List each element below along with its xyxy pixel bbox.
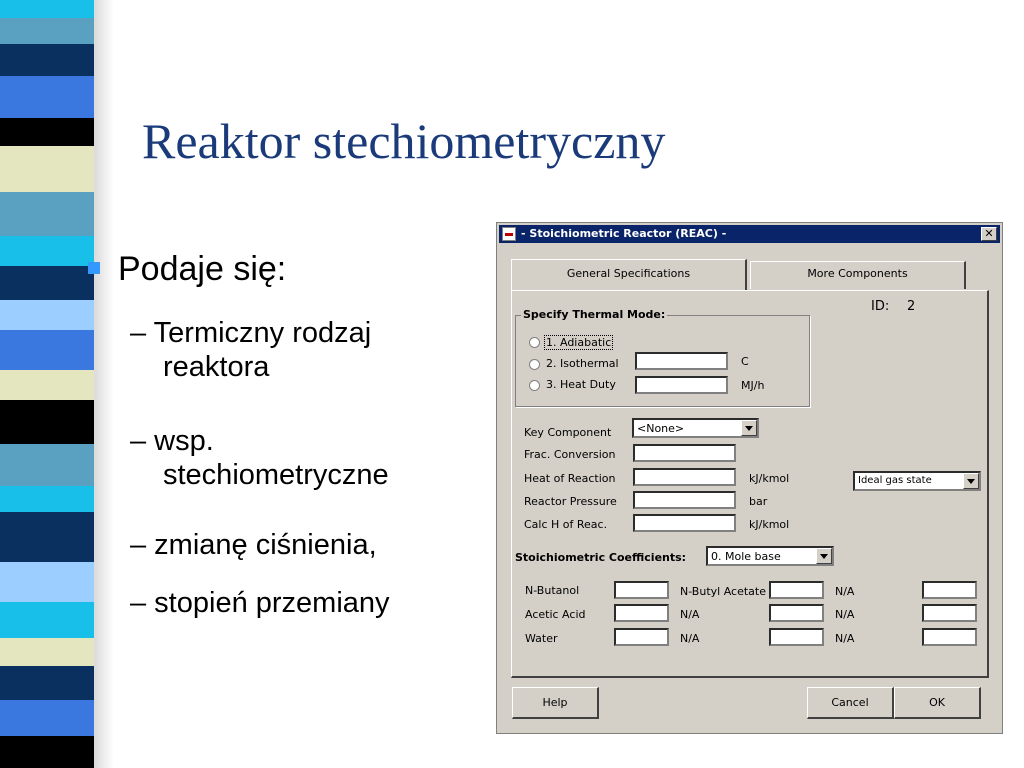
decorative-stripe-column	[0, 0, 100, 768]
dialog-title: - Stoichiometric Reactor (REAC) -	[521, 227, 727, 240]
stripe-block	[0, 666, 100, 700]
sub-bullet-line: – stopień przemiany	[130, 587, 390, 619]
key-component-select[interactable]	[632, 418, 759, 438]
option-label-adiabatic[interactable]: 1. Adiabatic	[546, 336, 612, 349]
isothermal-temperature-input[interactable]	[635, 352, 728, 370]
stripe-block	[0, 18, 100, 44]
app-icon	[502, 227, 516, 241]
sub-bullet	[130, 586, 390, 620]
id-value: 2	[907, 299, 916, 314]
stripe-block	[0, 370, 100, 400]
sub-bullet	[130, 528, 377, 562]
stripe-block	[0, 512, 100, 562]
stoich-coefficients-label: Stoichiometric Coefficients:	[515, 551, 687, 564]
key-component-value: <None>	[637, 422, 685, 435]
help-button[interactable]: Help	[512, 687, 599, 719]
stripe-block	[0, 700, 100, 736]
bullet-square-icon	[88, 262, 100, 274]
bullet-text: Podaje się:	[118, 250, 287, 288]
stripe-block	[0, 602, 100, 638]
stripe-block	[0, 562, 100, 602]
slide-title: Reaktor stechiometryczny	[142, 113, 666, 169]
coefficient-input[interactable]	[769, 628, 824, 646]
stripe-block	[0, 236, 100, 266]
coefficient-input[interactable]	[614, 628, 669, 646]
coefficient-input[interactable]	[614, 604, 669, 622]
heat-of-reaction-input[interactable]	[633, 468, 736, 486]
option-label-heat-duty[interactable]: 3. Heat Duty	[546, 378, 616, 391]
stripe-block	[0, 400, 100, 444]
component-name: N-Butanol	[525, 584, 580, 597]
heat-duty-unit: MJ/h	[741, 379, 765, 392]
stripe-block	[0, 76, 100, 118]
calc-h-label: Calc H of Reac.	[524, 518, 608, 531]
component-name: Water	[525, 632, 558, 645]
stripe-block	[0, 330, 100, 370]
frac-conversion-input[interactable]	[633, 444, 736, 462]
close-icon[interactable]: ✕	[981, 227, 997, 241]
coefficient-input[interactable]	[922, 581, 977, 599]
radio-isothermal[interactable]	[529, 359, 540, 370]
coefficient-input[interactable]	[922, 628, 977, 646]
stripe-block	[0, 118, 100, 146]
component-name: N/A	[680, 632, 700, 645]
state-select[interactable]	[853, 471, 981, 491]
calc-h-unit: kJ/kmol	[749, 518, 790, 531]
heat-duty-input[interactable]	[635, 376, 728, 394]
stripe-block	[0, 736, 100, 768]
sub-bullet-line: – wsp.	[130, 425, 214, 457]
component-name: Acetic Acid	[525, 608, 586, 621]
dropdown-arrow-icon[interactable]	[963, 473, 979, 489]
heat-of-reaction-label: Heat of Reaction	[524, 472, 616, 485]
id-label: ID:	[871, 299, 890, 314]
dropdown-arrow-icon[interactable]	[816, 548, 832, 564]
radio-heat-duty[interactable]	[529, 380, 540, 391]
tab-more-components[interactable]: More Components	[750, 261, 966, 289]
stripe-block	[0, 300, 100, 330]
cancel-button[interactable]: Cancel	[807, 687, 894, 719]
stripe-shadow	[94, 0, 114, 768]
key-component-label: Key Component	[524, 426, 612, 439]
component-name: N/A	[835, 632, 855, 645]
stripe-block	[0, 266, 100, 300]
heat-of-reaction-unit: kJ/kmol	[749, 472, 790, 485]
stripe-block	[0, 0, 100, 18]
stripe-block	[0, 192, 100, 236]
sub-bullet-line: reaktora	[163, 351, 270, 383]
sub-bullet	[130, 424, 389, 492]
dropdown-arrow-icon[interactable]	[741, 420, 757, 436]
component-name: N-Butyl Acetate	[680, 585, 766, 598]
stripe-block	[0, 444, 100, 486]
sub-bullet-line: – Termiczny rodzaj	[130, 317, 372, 349]
stoich-basis-select[interactable]	[706, 546, 834, 566]
coefficient-input[interactable]	[922, 604, 977, 622]
coefficient-input[interactable]	[769, 581, 824, 599]
state-value: Ideal gas state	[858, 475, 932, 486]
isothermal-unit: C	[741, 355, 749, 368]
radio-adiabatic[interactable]	[529, 337, 540, 348]
stoichiometric-reactor-dialog	[496, 222, 1003, 734]
component-name: N/A	[835, 608, 855, 621]
stoich-basis-value: 0. Mole base	[711, 550, 781, 563]
stripe-block	[0, 638, 100, 666]
component-name: N/A	[835, 585, 855, 598]
calc-h-input[interactable]	[633, 514, 736, 532]
sub-bullet	[130, 316, 371, 384]
reactor-pressure-unit: bar	[749, 495, 768, 508]
coefficient-input[interactable]	[769, 604, 824, 622]
thermal-mode-legend: Specify Thermal Mode:	[523, 308, 666, 321]
dialog-titlebar[interactable]	[499, 225, 1000, 243]
reactor-pressure-input[interactable]	[633, 491, 736, 509]
coefficient-input[interactable]	[614, 581, 669, 599]
reactor-pressure-label: Reactor Pressure	[524, 495, 617, 508]
stripe-block	[0, 44, 100, 76]
sub-bullet-line: – zmianę ciśnienia,	[130, 529, 377, 561]
stripe-block	[0, 146, 100, 192]
frac-conversion-label: Frac. Conversion	[524, 448, 616, 461]
sub-bullet-line: stechiometryczne	[163, 459, 389, 491]
option-label-isothermal[interactable]: 2. Isothermal	[546, 357, 619, 370]
ok-button[interactable]: OK	[894, 687, 981, 719]
component-name: N/A	[680, 608, 700, 621]
stripe-block	[0, 486, 100, 512]
tab-general-specifications[interactable]: General Specifications	[511, 259, 747, 291]
